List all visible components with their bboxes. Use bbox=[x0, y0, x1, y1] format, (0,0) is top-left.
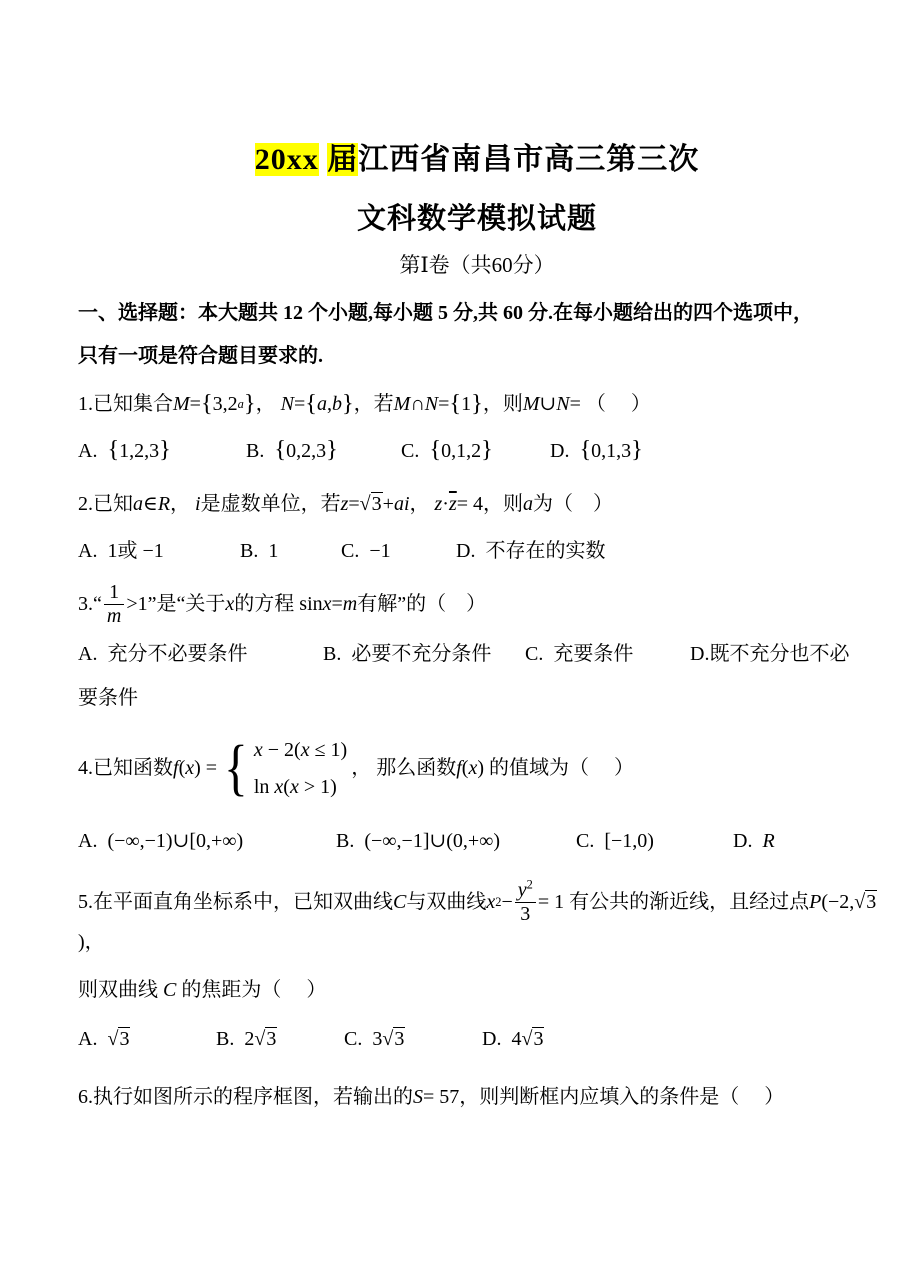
option-a: A. 1或 −1 bbox=[78, 539, 164, 562]
question-5-options bbox=[78, 1023, 890, 1055]
option-a: A. {1,2,3} bbox=[78, 435, 171, 463]
page-title bbox=[64, 138, 890, 182]
question-6-body: 6.执行如图所示的程序框图，若输出的 S = 57，则判断框内应填入的条件是（ ） bbox=[78, 1085, 785, 1108]
question-3-options bbox=[78, 638, 890, 670]
question-3-body: 3.“ 1 m >1”是“关于 x 的方程 sin x = m 有解”的（ ） bbox=[78, 580, 487, 627]
option-a: A. (−∞,−1)∪[0,+∞) bbox=[78, 829, 244, 852]
option-b: B. {0,2,3} bbox=[246, 435, 338, 463]
option-d: D. 4√3 bbox=[482, 1027, 544, 1050]
section-heading: 第Ⅰ卷（共60分） bbox=[399, 253, 555, 278]
section-instructions bbox=[78, 292, 890, 379]
option-d: D. 不存在的实数 bbox=[456, 539, 606, 562]
exam-subtitle: 文科数学模拟试题 bbox=[356, 202, 597, 235]
question-4-body: 4.已知函数 f ( x ) = { x − 2(x ≤ 1) ln x(x > 1) ， 那么函数 f ( x ) 的值域为（ ） bbox=[78, 733, 635, 802]
option-a: A. √3 bbox=[78, 1027, 130, 1050]
title-rest: 江西省南昌市高三第三次 bbox=[358, 143, 700, 176]
option-c: C. {0,1,2} bbox=[401, 435, 493, 463]
question-1 bbox=[78, 388, 890, 467]
question-3-option-d-continuation: 要条件 bbox=[78, 686, 138, 709]
instructions-line-1: 一、选择题：本大题共 12 个小题,每小题 5 分,共 60 分.在每小题给出的四个选项中， bbox=[78, 301, 813, 324]
question-2 bbox=[78, 488, 890, 567]
option-c: C. 充要条件 bbox=[525, 642, 634, 665]
question-5 bbox=[78, 879, 890, 1055]
option-a: A. 充分不必要条件 bbox=[78, 642, 248, 665]
question-3 bbox=[78, 581, 890, 714]
option-b: B. 2√3 bbox=[216, 1027, 277, 1050]
option-c: C. 3√3 bbox=[344, 1027, 405, 1050]
option-d: D. R bbox=[733, 829, 775, 852]
option-d: D. {0,1,3} bbox=[550, 435, 643, 463]
option-b: B. (−∞,−1]∪(0,+∞) bbox=[336, 829, 501, 852]
question-4-options bbox=[78, 825, 890, 857]
question-1-body: 1.已知集合 M = { 3,2 a } ， N = { a , b } ，若 M ∩ N = { 1 } ，则 M ∪ N = （ ） bbox=[78, 389, 651, 417]
question-6 bbox=[78, 1081, 890, 1113]
option-c: C. [−1,0) bbox=[576, 829, 654, 852]
question-5-body: 5.在平面直角坐标系中，已知双曲线 C 与双曲线 x 2 − $y^2$ 3 = 1 有公共的渐近线，且经过点 P (−2, √3 )， bbox=[78, 877, 877, 953]
question-4 bbox=[78, 734, 890, 857]
question-2-body: 2.已知 a ∈ R ， i 是虚数单位，若 z = √3 + ai ， z · $\overline{z}$ = 4，则 a 为（ ） bbox=[78, 492, 614, 515]
question-5-body-line2: 则双曲线 C 的焦距为（ ） bbox=[78, 978, 327, 1001]
highlighted-jie: 届 bbox=[327, 143, 359, 176]
question-2-options bbox=[78, 535, 890, 567]
option-d: D.既不充分也不必 bbox=[690, 642, 850, 665]
instructions-line-2: 只有一项是符合题目要求的. bbox=[78, 345, 323, 368]
question-1-options bbox=[78, 435, 890, 467]
highlighted-year: 20xx bbox=[254, 143, 319, 176]
option-b: B. 必要不充分条件 bbox=[323, 642, 492, 665]
option-b: B. 1 bbox=[240, 539, 279, 562]
title-separator bbox=[319, 143, 328, 176]
option-c: C. −1 bbox=[341, 539, 391, 562]
